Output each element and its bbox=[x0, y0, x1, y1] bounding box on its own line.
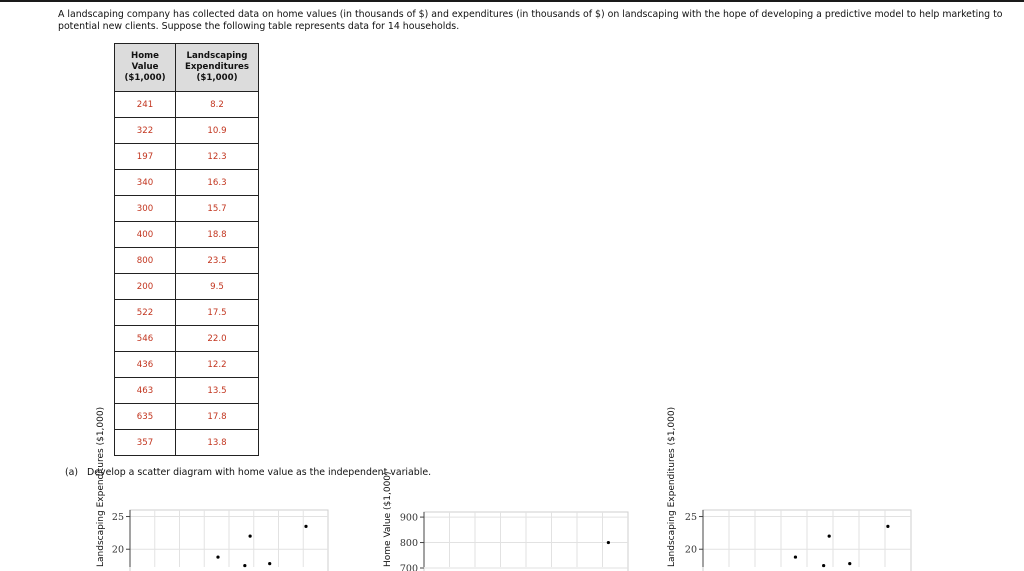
table-row bbox=[115, 430, 259, 456]
cell-landscaping-expenditure: 22.0 bbox=[176, 326, 259, 352]
table-row bbox=[115, 378, 259, 404]
table-row bbox=[115, 300, 259, 326]
cell-home-value: 340 bbox=[115, 170, 176, 196]
table-row bbox=[115, 196, 259, 222]
table-row bbox=[115, 170, 259, 196]
header-home-value: Home Value ($1,000) bbox=[115, 44, 176, 92]
scatter-option-3[interactable] bbox=[667, 498, 913, 567]
table-body bbox=[115, 92, 259, 456]
scatter-option-1[interactable] bbox=[96, 498, 330, 567]
scatter-plot-2 bbox=[380, 498, 630, 567]
cell-landscaping-expenditure: 13.5 bbox=[176, 378, 259, 404]
y-tick-label: 700 bbox=[400, 564, 418, 571]
cell-landscaping-expenditure: 16.3 bbox=[176, 170, 259, 196]
data-table bbox=[114, 43, 259, 456]
part-a-text: Develop a scatter diagram with home value as the independent variable. bbox=[87, 467, 431, 478]
y-axis-label: Landscaping Expenditures ($1,000) bbox=[667, 407, 677, 567]
y-tick-label: 900 bbox=[400, 513, 418, 524]
y-tick-label: 25 bbox=[685, 512, 697, 523]
y-tick-label: 20 bbox=[685, 545, 697, 556]
cell-landscaping-expenditure: 17.8 bbox=[176, 404, 259, 430]
cell-home-value: 197 bbox=[115, 144, 176, 170]
table-row bbox=[115, 352, 259, 378]
table-header-row bbox=[115, 44, 259, 92]
cell-home-value: 200 bbox=[115, 274, 176, 300]
y-axis-label: Home Value ($1,000) bbox=[383, 471, 393, 567]
y-tick-label: 800 bbox=[400, 538, 418, 549]
part-a-prompt bbox=[65, 467, 431, 478]
y-tick-label: 25 bbox=[112, 512, 124, 523]
table-row bbox=[115, 248, 259, 274]
data-point bbox=[828, 535, 831, 538]
table-row bbox=[115, 222, 259, 248]
data-point bbox=[243, 564, 246, 567]
data-point bbox=[848, 562, 851, 565]
cell-home-value: 357 bbox=[115, 430, 176, 456]
cell-home-value: 436 bbox=[115, 352, 176, 378]
table-row bbox=[115, 92, 259, 118]
data-point bbox=[794, 555, 797, 558]
table-row bbox=[115, 118, 259, 144]
scatter-plot-3 bbox=[667, 498, 913, 567]
table-row bbox=[115, 144, 259, 170]
data-point bbox=[304, 525, 307, 528]
table-row bbox=[115, 404, 259, 430]
y-tick-label: 20 bbox=[112, 545, 124, 556]
cell-home-value: 546 bbox=[115, 326, 176, 352]
data-point bbox=[216, 555, 219, 558]
cell-landscaping-expenditure: 12.2 bbox=[176, 352, 259, 378]
data-point bbox=[268, 562, 271, 565]
cell-landscaping-expenditure: 17.5 bbox=[176, 300, 259, 326]
top-divider bbox=[0, 0, 1024, 2]
cell-home-value: 400 bbox=[115, 222, 176, 248]
y-axis-label: Landscaping Expenditures ($1,000) bbox=[96, 407, 106, 567]
cell-landscaping-expenditure: 9.5 bbox=[176, 274, 259, 300]
problem-intro: A landscaping company has collected data on home values (in thousands of $) and expenditures (in thousands of $) on landscaping with the hope of developing a predictive model to help marketing to potential new clients. Suppose the following table represents data for 14 households. bbox=[58, 9, 1008, 33]
cell-landscaping-expenditure: 10.9 bbox=[176, 118, 259, 144]
cell-home-value: 635 bbox=[115, 404, 176, 430]
cell-landscaping-expenditure: 18.8 bbox=[176, 222, 259, 248]
data-point bbox=[822, 564, 825, 567]
cell-landscaping-expenditure: 23.5 bbox=[176, 248, 259, 274]
cell-home-value: 800 bbox=[115, 248, 176, 274]
cell-home-value: 322 bbox=[115, 118, 176, 144]
cell-landscaping-expenditure: 13.8 bbox=[176, 430, 259, 456]
cell-landscaping-expenditure: 15.7 bbox=[176, 196, 259, 222]
cell-home-value: 241 bbox=[115, 92, 176, 118]
data-point bbox=[886, 525, 889, 528]
table-row bbox=[115, 326, 259, 352]
header-landscaping-expenditures: Landscaping Expenditures ($1,000) bbox=[176, 44, 259, 92]
cell-landscaping-expenditure: 8.2 bbox=[176, 92, 259, 118]
cell-home-value: 463 bbox=[115, 378, 176, 404]
cell-home-value: 522 bbox=[115, 300, 176, 326]
scatter-option-2[interactable] bbox=[380, 498, 630, 567]
cell-home-value: 300 bbox=[115, 196, 176, 222]
scatter-plot-1 bbox=[96, 498, 330, 567]
data-point bbox=[607, 541, 610, 544]
table-row bbox=[115, 274, 259, 300]
data-point bbox=[249, 535, 252, 538]
part-a-label: (a) bbox=[65, 467, 78, 478]
cell-landscaping-expenditure: 12.3 bbox=[176, 144, 259, 170]
